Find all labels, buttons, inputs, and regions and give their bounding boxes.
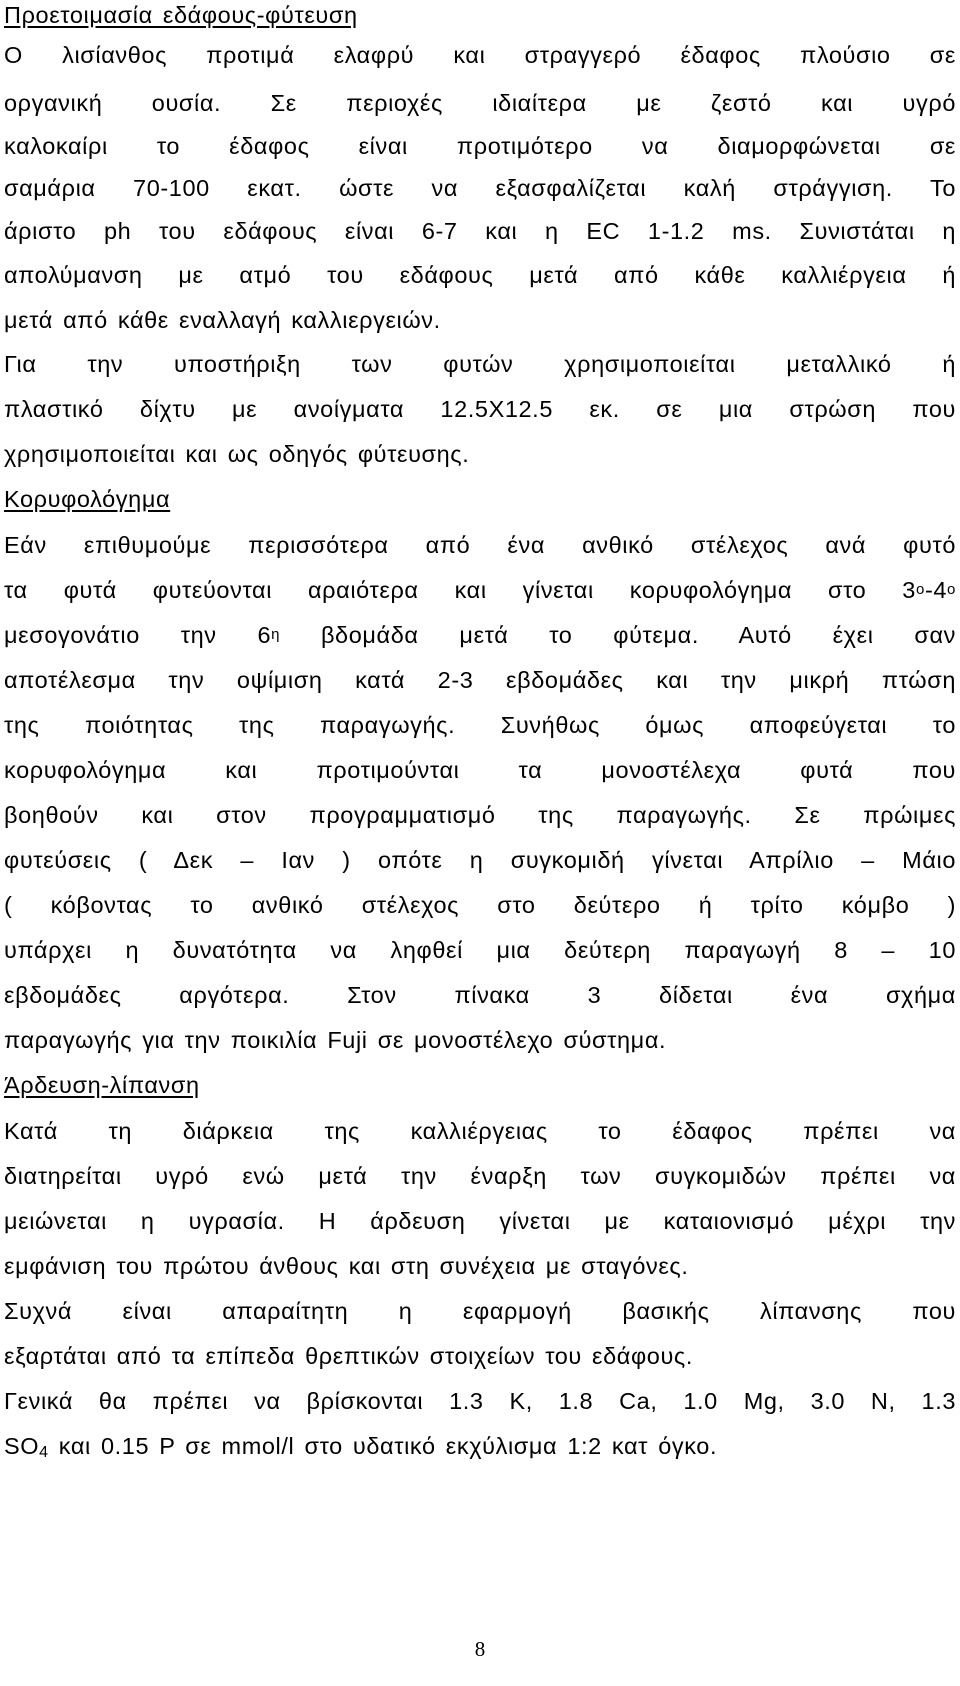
paragraph-line: κορυφολόγημα και προτιμούνται τα μονοστέλεχα φυτά που [4, 757, 956, 783]
paragraph-line: εμφάνιση του πρώτου άνθους και στη συνέχεια με σταγόνες. [4, 1253, 689, 1279]
superscript: ο [915, 581, 925, 598]
text-run: -4 [924, 577, 948, 603]
text-run: βδομάδα μετά το φύτεμα. Αυτό έχει σαν [280, 622, 956, 648]
text-run: και 0.15 P σε mmol/l στο υδατικό εκχύλισμα 1:2 κατ όγκο. [48, 1433, 718, 1459]
text-run: μεσογονάτιο την 6 [4, 622, 272, 648]
subscript: 4 [39, 1444, 49, 1461]
section-heading-soil-preparation: Προετοιμασία εδάφους-φύτευση [4, 2, 358, 28]
paragraph-line [4, 575, 956, 609]
paragraph-line: Κατά τη διάρκεια της καλλιέργειας το έδαφος πρέπει να [4, 1118, 956, 1144]
superscript: η [271, 626, 281, 643]
paragraph-line: καλοκαίρι το έδαφος είναι προτιμότερο να διαμορφώνεται σε [4, 133, 956, 159]
paragraph-line [4, 1431, 956, 1465]
paragraph-line: χρησιμοποιείται και ως οδηγός φύτευσης. [4, 441, 470, 467]
paragraph-line: φυτεύσεις ( Δεκ – Ιαν ) οπότε η συγκομιδή γίνεται Απρίλιο – Μάιο [4, 847, 956, 873]
paragraph-line: Γενικά θα πρέπει να βρίσκονται 1.3 K, 1.8 Ca, 1.0 Mg, 3.0 N, 1.3 [4, 1388, 956, 1414]
paragraph-line: βοηθούν και στον προγραμματισμό της παραγωγής. Σε πρώιμες [4, 802, 956, 828]
paragraph-line: σαμάρια 70-100 εκατ. ώστε να εξασφαλίζεται καλή στράγγιση. Το [4, 175, 956, 201]
paragraph-line: αποτέλεσμα την οψίμιση κατά 2-3 εβδομάδες και την μικρή πτώση [4, 667, 956, 693]
paragraph-line: οργανική ουσία. Σε περιοχές ιδιαίτερα με ζεστό και υγρό [4, 90, 956, 116]
paragraph-line: της ποιότητας της παραγωγής. Συνήθως όμως αποφεύγεται το [4, 712, 956, 738]
page-number: 8 [474, 1637, 486, 1661]
paragraph-line: άριστο ph του εδάφους είναι 6-7 και η EC 1-1.2 ms. Συνιστάται η [4, 218, 956, 244]
text-run: τα φυτά φυτεύονται αραιότερα και γίνεται κορυφολόγημα στο 3 [4, 577, 916, 603]
paragraph-line: υπάρχει η δυνατότητα να ληφθεί μια δεύτερη παραγωγή 8 – 10 [4, 937, 956, 963]
paragraph-line: μετά από κάθε εναλλαγή καλλιεργειών. [4, 307, 441, 333]
paragraph-line: παραγωγής για την ποικιλία Fuji σε μονοστέλεχο σύστημα. [4, 1027, 667, 1053]
paragraph-line: εξαρτάται από τα επίπεδα θρεπτικών στοιχείων του εδάφους. [4, 1343, 693, 1369]
paragraph-line [4, 620, 956, 654]
paragraph-line: εβδομάδες αργότερα. Στον πίνακα 3 δίδεται ένα σχήμα [4, 982, 956, 1008]
paragraph-line: ( κόβοντας το ανθικό στέλεχος στο δεύτερο ή τρίτο κόμβο ) [4, 892, 956, 918]
paragraph-line: πλαστικό δίχτυ με ανοίγματα 12.5Χ12.5 εκ. σε μια στρώση που [4, 396, 956, 422]
paragraph-line: Για την υποστήριξη των φυτών χρησιμοποιείται μεταλλικό ή [4, 351, 956, 377]
section-heading-topping: Κορυφολόγημα [4, 486, 171, 512]
paragraph-line: διατηρείται υγρό ενώ μετά την έναρξη των συγκομιδών πρέπει να [4, 1163, 956, 1189]
paragraph-line: Ο λισίανθος προτιμά ελαφρύ και στραγγερό έδαφος πλούσιο σε [4, 42, 956, 68]
superscript: ο [947, 581, 956, 598]
paragraph-line: απολύμανση με ατμό του εδάφους μετά από κάθε καλλιέργεια ή [4, 262, 956, 288]
text-run: SO [4, 1433, 40, 1459]
paragraph-line: μειώνεται η υγρασία. Η άρδευση γίνεται με καταιονισμό μέχρι την [4, 1208, 956, 1234]
paragraph-line: Συχνά είναι απαραίτητη η εφαρμογή βασικής λίπανσης που [4, 1298, 956, 1324]
paragraph-line: Εάν επιθυμούμε περισσότερα από ένα ανθικό στέλεχος ανά φυτό [4, 532, 956, 558]
section-heading-irrigation-fertilization: Άρδευση-λίπανση [4, 1072, 200, 1098]
